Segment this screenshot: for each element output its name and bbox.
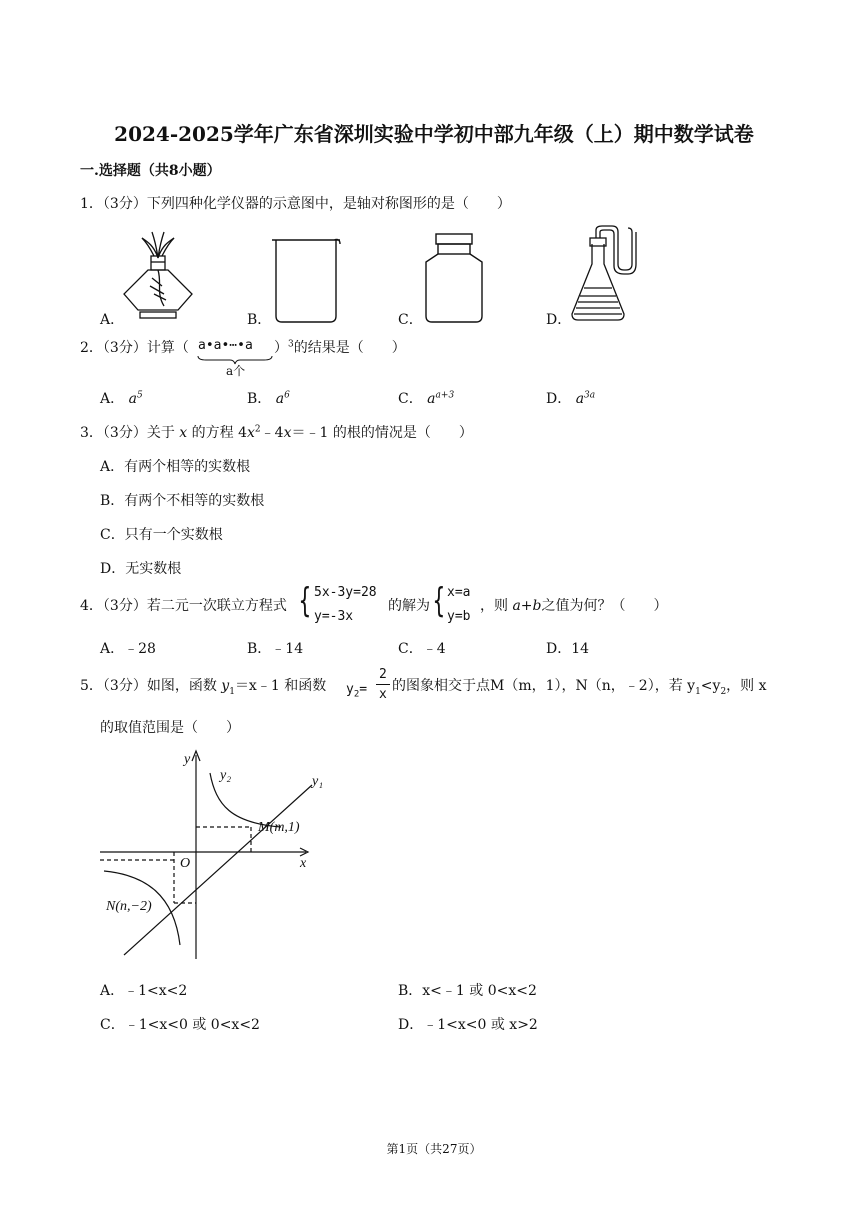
q2-option-a: A． $a^5$ [100, 390, 143, 407]
q5-function-graph [96, 745, 336, 963]
q1-option-a: A． [100, 312, 125, 328]
question-2-prefix: 2．（3分）计算（ [80, 340, 189, 356]
q5-frac-lhs: $y_2=$ [346, 682, 368, 700]
q3-option-b: B．有两个不相等的实数根 [100, 493, 265, 509]
q2-power: 3 [288, 339, 294, 350]
section-heading: 一.选择题（共8小题） [80, 163, 221, 179]
q4-solution-2: y=b [447, 609, 471, 624]
q5-frac-denominator: x [379, 687, 387, 702]
question-5-stem-a: 5．（3分）如图，函数 $y_1=x﹣1$ 和函数 [80, 678, 327, 697]
reagent-bottle-figure [418, 230, 490, 324]
beaker-figure [268, 236, 344, 324]
q4-stem-c: ，则 a+b之值为何？（ ） [480, 598, 668, 614]
q4-stem-b: 的解为 [388, 598, 430, 614]
q2-close-paren: ）$^3$的结果是（ ） [274, 339, 406, 356]
q4-option-b: B．﹣14 [247, 641, 304, 657]
graph-y-label: y [184, 752, 191, 767]
q4-solution-brace: { [432, 581, 446, 621]
question-3-stem: 3．（3分）关于 x 的方程 $4x^2﹣4x=﹣1$ 的根的情况是（ ） [80, 424, 473, 441]
alcohol-lamp-figure [118, 228, 198, 324]
q4-option-d: D．14 [546, 641, 590, 657]
q2-product-expression: a•a•⋯•a [198, 338, 253, 353]
question-5-line-2: 的取值范围是（ ） [100, 720, 240, 736]
q3-option-d: D．无实数根 [100, 561, 182, 577]
q4-equation-2: y=-3x [314, 609, 354, 624]
q2-under-label: a个 [226, 364, 246, 378]
q2-suffix: 的结果是（ ） [293, 340, 406, 356]
page-title: 2024-2025学年广东省深圳实验中学初中部九年级（上）期中数学试卷 [114, 122, 754, 146]
q5-frac-bar [376, 684, 390, 685]
q2-option-b: B． $a^6$ [247, 390, 290, 407]
question-1-stem: 1．（3分）下列四种化学仪器的示意图中，是轴对称图形的是（ ） [80, 196, 511, 212]
y1-line [124, 785, 312, 955]
q2-option-d: D． $a^{3a}$ [546, 390, 596, 407]
q3-option-a: A．有两个相等的实数根 [100, 459, 251, 475]
q4-option-a: A．﹣28 [100, 641, 156, 657]
q4-option-c: C．﹣4 [398, 641, 446, 657]
graph-origin-label: O [180, 856, 191, 871]
q5-option-a: A．﹣1<x<2 [100, 983, 188, 999]
conical-flask-figure [566, 224, 644, 324]
page-footer: 第1页（共27页） [386, 1142, 482, 1156]
q4-equation-1: 5x-3y=28 [314, 585, 377, 600]
graph-x-label: x [300, 856, 307, 871]
q5-frac-numerator: 2 [379, 667, 387, 682]
graph-point-n-label: N(n,−2) [106, 899, 152, 914]
q4-system-brace: { [298, 581, 312, 621]
q5-option-c: C．﹣1<x<0 或 0<x<2 [100, 1017, 260, 1033]
q1-option-d: D． [546, 312, 572, 328]
q4-solution-1: x=a [447, 585, 471, 600]
graph-y2-label: y₂ [220, 768, 232, 783]
graph-y1-label: y₁ [312, 774, 324, 789]
q1-option-c: C． [398, 312, 423, 328]
q5-stem-c: 的图象相交于点M（m，1），N（n，﹣2），若 $y_1<y_2$，则 x [392, 678, 767, 697]
q1-option-b: B． [247, 312, 272, 328]
q5-option-d: D．﹣1<x<0 或 x>2 [398, 1017, 538, 1033]
question-4-stem-a: 4．（3分）若二元一次联立方程式 [80, 598, 287, 614]
q5-option-b: B．x<﹣1 或 0<x<2 [398, 983, 537, 999]
q2-option-c: C． $a^{a+3}$ [398, 390, 455, 407]
q3-option-c: C．只有一个实数根 [100, 527, 223, 543]
graph-point-m-label: M(m,1) [258, 820, 300, 835]
